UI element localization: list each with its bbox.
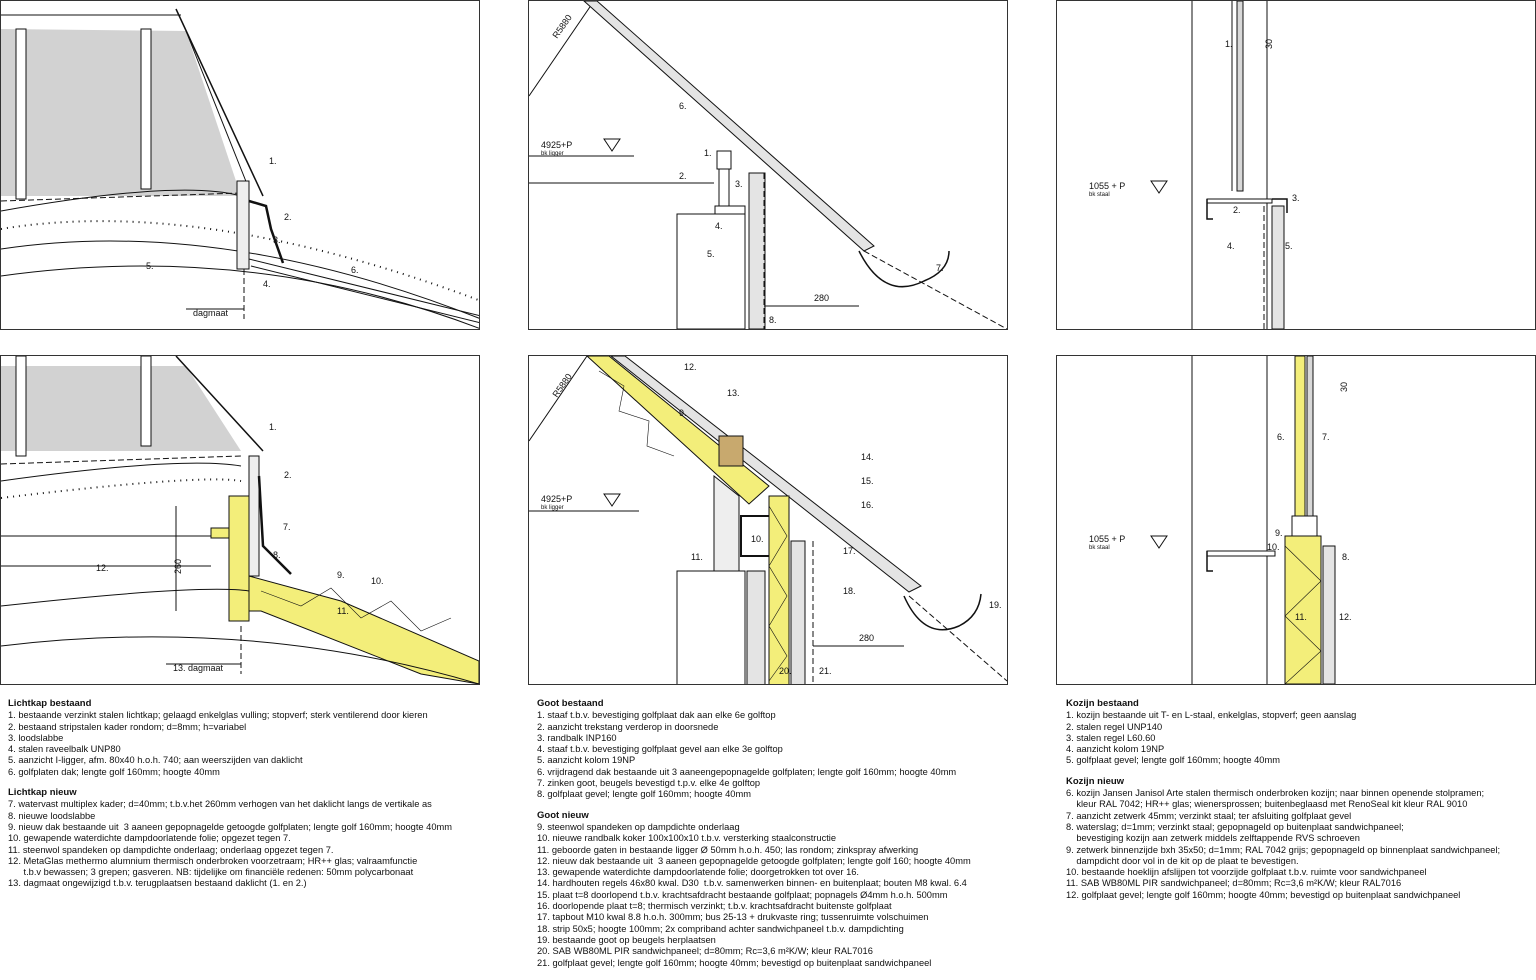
p6-dim: 30 bbox=[1339, 381, 1349, 392]
p1-label: 5. bbox=[146, 261, 154, 271]
legend-item: 18. strip 50x5; hoogte 100mm; 2x compriband achter sandwichpaneel t.b.v. dampdichting bbox=[537, 923, 904, 934]
detail-kozijn-nieuw bbox=[1056, 355, 1536, 685]
p6-label: 8. bbox=[1342, 552, 1350, 562]
p4-label: 12. bbox=[96, 563, 109, 573]
lichtkap-nieuw-drawing bbox=[1, 356, 479, 684]
legend-item: 11. SAB WB80ML PIR sandwichpaneel; d=80mm; Rc=3,6 m²K/W; kleur RAL7016 bbox=[1066, 878, 1402, 889]
legend-list bbox=[537, 710, 1037, 800]
p1-dim: dagmaat bbox=[193, 308, 229, 318]
legend-item: 1. bestaande verzinkt stalen lichtkap; gelaagd enkelglas vulling; stopverf; sterk ventilerend door kieren bbox=[8, 710, 428, 721]
p5-dim: 280 bbox=[859, 633, 875, 643]
p5-level: 4925+P bbox=[541, 494, 573, 504]
legend-item: 6. vrijdragend dak bestaande uit 3 aaneengepopnagelde golfplaten; lengte golf 160mm; hoogte 40mm bbox=[537, 766, 957, 777]
legend-list bbox=[8, 799, 508, 889]
legend-item: 17. tapbout M10 kwal 8.8 h.o.h. 300mm; bus 25-13 + drukvaste ring; tussenruimte volschuimen bbox=[537, 912, 929, 923]
p4-label: 7. bbox=[283, 522, 291, 532]
legend-item: 7. zinken goot, beugels bevestigd t.p.v. elke 4e golftop bbox=[537, 778, 761, 789]
legend-item: 11. geboorde gaten in bestaande ligger Ø 50mm h.o.h. 450; las rondom; zinkspray afwerking bbox=[537, 844, 919, 855]
p5-label: 11. bbox=[691, 552, 703, 562]
p2-radius: R5880 bbox=[550, 12, 574, 41]
legend-item: 19. bestaande goot op beugels herplaatsen bbox=[537, 934, 716, 945]
p3-level: 1055 + P bbox=[1089, 181, 1126, 191]
p5-label: 21. bbox=[819, 666, 832, 676]
p6-label: 11. bbox=[1295, 612, 1307, 622]
p4-dim: 13. dagmaat bbox=[173, 663, 224, 673]
legend-item: 1. kozijn bestaande uit T- en L-staal, enkelglas, stopverf; geen aanslag bbox=[1066, 710, 1357, 721]
p1-label: 1. bbox=[269, 156, 277, 166]
legend-item: 13. gewapende waterdichte dampdoorlatende folie; doorgetrokken tot over 16. bbox=[537, 867, 859, 878]
p1-label: 2. bbox=[284, 212, 292, 222]
legend-item: 15. plaat t=8 doorlopend t.b.v. krachtsafdracht bestaande golfplaat; popnagels Ø4mm h.o.h. 500mm bbox=[537, 889, 948, 900]
p2-label: 1. bbox=[704, 148, 712, 158]
legend-item: 11. steenwol spandeken op dampdichte onderlaag; onderlaag opgezet tegen 7. bbox=[8, 844, 334, 855]
legend-item: 12. nieuw dak bestaande uit 3 aaneen gepopnagelde getoogde golfplaten; lengte golf 160; hoogte 40mm bbox=[537, 855, 971, 866]
p3-dim: 30 bbox=[1264, 38, 1274, 49]
p2-level-sub: bk ligger bbox=[541, 151, 564, 157]
p5-label: 17. bbox=[843, 546, 856, 556]
p5-label: 13. bbox=[727, 388, 740, 398]
legend-item: 7. watervast multiplex kader; d=40mm; t.b.v.het 260mm verhogen van het daklicht langs de vertikale as bbox=[8, 799, 432, 810]
legend-item: 2. aanzicht trekstang verderop in doorsnede bbox=[537, 721, 719, 732]
p2-label: 6. bbox=[679, 101, 687, 111]
legend-item: t.b.v bewassen; 3 grepen; gasveren. NB: tijdelijke om financiële redenen: 50mm polycarbonaat bbox=[8, 867, 414, 878]
legend-item: 8. golfplaat gevel; lengte golf 160mm; hoogte 40mm bbox=[537, 789, 751, 800]
p3-level-sub: bk staal bbox=[1089, 192, 1110, 198]
p4-label: 9. bbox=[337, 570, 345, 580]
p6-label: 7. bbox=[1322, 432, 1330, 442]
p5-label: 9. bbox=[679, 408, 687, 418]
p2-label: 3. bbox=[735, 179, 743, 189]
legend-item: 10. bestaande hoeklijn afslijpen tot voorzijde golfplaat t.b.v. ruimte voor sandwichpaneel bbox=[1066, 867, 1427, 878]
p2-label: 4. bbox=[715, 221, 723, 231]
legend-item: bevestiging kozijn aan zetwerk middels zelftappende RVS schroeven bbox=[1066, 833, 1360, 844]
legend-item: dampdicht door vol in de kit op de plaat te bevestigen. bbox=[1066, 855, 1299, 866]
p6-label: 12. bbox=[1339, 612, 1352, 622]
p2-label: 7. bbox=[936, 263, 944, 273]
p4-dim-v: 260 bbox=[173, 558, 183, 574]
p5-radius: R5880 bbox=[550, 371, 574, 400]
legend-kozijn bbox=[1066, 698, 1531, 910]
legend-item: 2. stalen regel UNP140 bbox=[1066, 721, 1163, 732]
p5-label: 20. bbox=[779, 666, 792, 676]
p6-label: 10. bbox=[1267, 542, 1280, 552]
legend-item: 5. aanzicht I-ligger, afm. 80x40 h.o.h. 740; aan weerszijden van daklicht bbox=[8, 755, 303, 766]
legend-item: 14. hardhouten regels 46x80 kwal. D30 t.b.v. samenwerken binnen- en buitenplaat; bouten M8 kwal. 6.4 bbox=[537, 878, 967, 889]
legend-list bbox=[1066, 710, 1531, 766]
p5-label: 19. bbox=[989, 600, 1002, 610]
legend-item: 6. golfplaten dak; lengte golf 160mm; hoogte 40mm bbox=[8, 766, 220, 777]
p3-label: 3. bbox=[1292, 193, 1300, 203]
legend-list bbox=[537, 822, 1037, 969]
p3-label: 5. bbox=[1285, 241, 1293, 251]
legend-section-title: Kozijn nieuw bbox=[1066, 775, 1125, 787]
legend-item: 10. nieuwe randbalk koker 100x100x10 t.b.v. versterking staalconstructie bbox=[537, 833, 837, 844]
legend-item: 9. steenwol spandeken op dampdichte onderlaag bbox=[537, 821, 740, 832]
p5-label: 12. bbox=[684, 362, 697, 372]
legend-item: 10. gewapende waterdichte dampdoorlatende folie; opgezet tegen 7. bbox=[8, 833, 291, 844]
legend-item: 1. staaf t.b.v. bevestiging golfplaat dak aan elke 6e golftop bbox=[537, 710, 776, 721]
lichtkap-bestaand-drawing bbox=[1, 1, 479, 329]
detail-lichtkap-nieuw bbox=[0, 355, 480, 685]
legend-item: 3. stalen regel L60.60 bbox=[1066, 732, 1156, 743]
detail-kozijn-bestaand bbox=[1056, 0, 1536, 330]
legend-goot bbox=[537, 698, 1037, 978]
p6-label: 6. bbox=[1277, 432, 1285, 442]
legend-item: 4. stalen raveelbalk UNP80 bbox=[8, 744, 121, 755]
legend-item: 8. nieuwe loodslabbe bbox=[8, 810, 96, 821]
p3-label: 4. bbox=[1227, 241, 1235, 251]
p6-label: 9. bbox=[1275, 528, 1283, 538]
p4-label: 10. bbox=[371, 576, 384, 586]
p5-label: 14. bbox=[861, 452, 874, 462]
detail-goot-bestaand bbox=[528, 0, 1008, 330]
p3-label: 1. bbox=[1225, 39, 1233, 49]
detail-goot-nieuw bbox=[528, 355, 1008, 685]
p5-label: 10. bbox=[751, 534, 764, 544]
p4-label: 1. bbox=[269, 422, 277, 432]
legend-item: 7. aanzicht zetwerk 45mm; verzinkt staal; ter afsluiting golfplaat gevel bbox=[1066, 810, 1352, 821]
legend-item: 4. staaf t.b.v. bevestiging golfplaat gevel aan elke 3e golftop bbox=[537, 744, 783, 755]
legend-item: 3. randbalk INP160 bbox=[537, 732, 617, 743]
goot-nieuw-drawing bbox=[529, 356, 1007, 684]
p1-label: 4. bbox=[263, 279, 271, 289]
legend-item: 5. aanzicht kolom 19NP bbox=[537, 755, 636, 766]
legend-section-title: Goot nieuw bbox=[537, 809, 589, 821]
legend-item: 3. loodslabbe bbox=[8, 732, 64, 743]
p2-level: 4925+P bbox=[541, 140, 573, 150]
p4-label: 8. bbox=[273, 550, 281, 560]
legend-item: 2. bestaand stripstalen kader rondom; d=8mm; h=variabel bbox=[8, 721, 247, 732]
p2-label: 5. bbox=[707, 249, 715, 259]
legend-lichtkap bbox=[8, 698, 508, 899]
legend-item: 8. waterslag; d=1mm; verzinkt staal; gepopnageld op buitenplaat sandwichpaneel; bbox=[1066, 821, 1404, 832]
p5-label: 15. bbox=[861, 476, 874, 486]
p2-dim: 280 bbox=[814, 293, 830, 303]
legend-item: 21. golfplaat gevel; lengte golf 160mm; hoogte 40mm; bevestigd op buitenplaat sandwichpaneel bbox=[537, 957, 932, 968]
p5-label: 18. bbox=[843, 586, 856, 596]
p4-label: 2. bbox=[284, 470, 292, 480]
legend-list bbox=[8, 710, 508, 778]
legend-item: 12. golfplaat gevel; lengte golf 160mm; hoogte 40mm; bevestigd op buitenplaat sandwichpaneel bbox=[1066, 889, 1461, 900]
p3-label: 2. bbox=[1233, 205, 1241, 215]
p2-label: 8. bbox=[769, 315, 777, 325]
p1-label: 3. bbox=[273, 235, 281, 245]
legend-item: kleur RAL 7042; HR++ glas; wienersprossen; buitenbeglaasd met RenoSeal kit kleur RAL 9010 bbox=[1066, 799, 1468, 810]
p6-level-sub: bk staal bbox=[1089, 545, 1110, 551]
legend-item: 4. aanzicht kolom 19NP bbox=[1066, 744, 1165, 755]
legend-item: 9. zetwerk binnenzijde bxh 35x50; d=1mm; RAL 7042 grijs; gepopnageld op binnenplaat sandwichpaneel; bbox=[1066, 844, 1501, 855]
legend-section-title: Lichtkap bestaand bbox=[8, 698, 92, 709]
legend-item: 20. SAB WB80ML PIR sandwichpaneel; d=80mm; Rc=3,6 m²K/W; kleur RAL7016 bbox=[537, 946, 873, 957]
p5-label: 16. bbox=[861, 500, 874, 510]
legend-item: 6. kozijn Jansen Janisol Arte stalen thermisch onderbroken kozijn; naar binnen openende stolpramen; bbox=[1066, 788, 1485, 799]
p5-level-sub: bk ligger bbox=[541, 505, 564, 511]
legend-item: 13. dagmaat ongewijzigd t.b.v. terugplaatsen bestaand daklicht (1. en 2.) bbox=[8, 878, 307, 889]
legend-item: 9. nieuw dak bestaande uit 3 aaneen gepopnagelde getoogde golfplaten; lengte golf 160mm; hoogte 40mm bbox=[8, 821, 453, 832]
p4-label: 11. bbox=[337, 606, 349, 616]
legend-section-title: Goot bestaand bbox=[537, 698, 604, 709]
legend-item: 12. MetaGlas methermo alumnium thermisch onderbroken voorzetraam; HR++ glas; valraamfunctie bbox=[8, 855, 418, 866]
goot-bestaand-drawing bbox=[529, 1, 1007, 329]
legend-section-title: Lichtkap nieuw bbox=[8, 787, 77, 799]
p1-label: 6. bbox=[351, 265, 359, 275]
kozijn-nieuw-drawing bbox=[1057, 356, 1535, 684]
legend-section-title: Kozijn bestaand bbox=[1066, 698, 1139, 709]
detail-lichtkap-bestaand bbox=[0, 0, 480, 330]
legend-list bbox=[1066, 788, 1531, 901]
kozijn-bestaand-drawing bbox=[1057, 1, 1535, 329]
p2-label: 2. bbox=[679, 171, 687, 181]
p6-level: 1055 + P bbox=[1089, 534, 1126, 544]
legend-item: 5. golfplaat gevel; lengte golf 160mm; hoogte 40mm bbox=[1066, 755, 1280, 766]
legend-item: 16. doorlopende plaat t=8; thermisch verzinkt; t.b.v. krachtsafdracht buitenste golfplaat bbox=[537, 901, 892, 912]
